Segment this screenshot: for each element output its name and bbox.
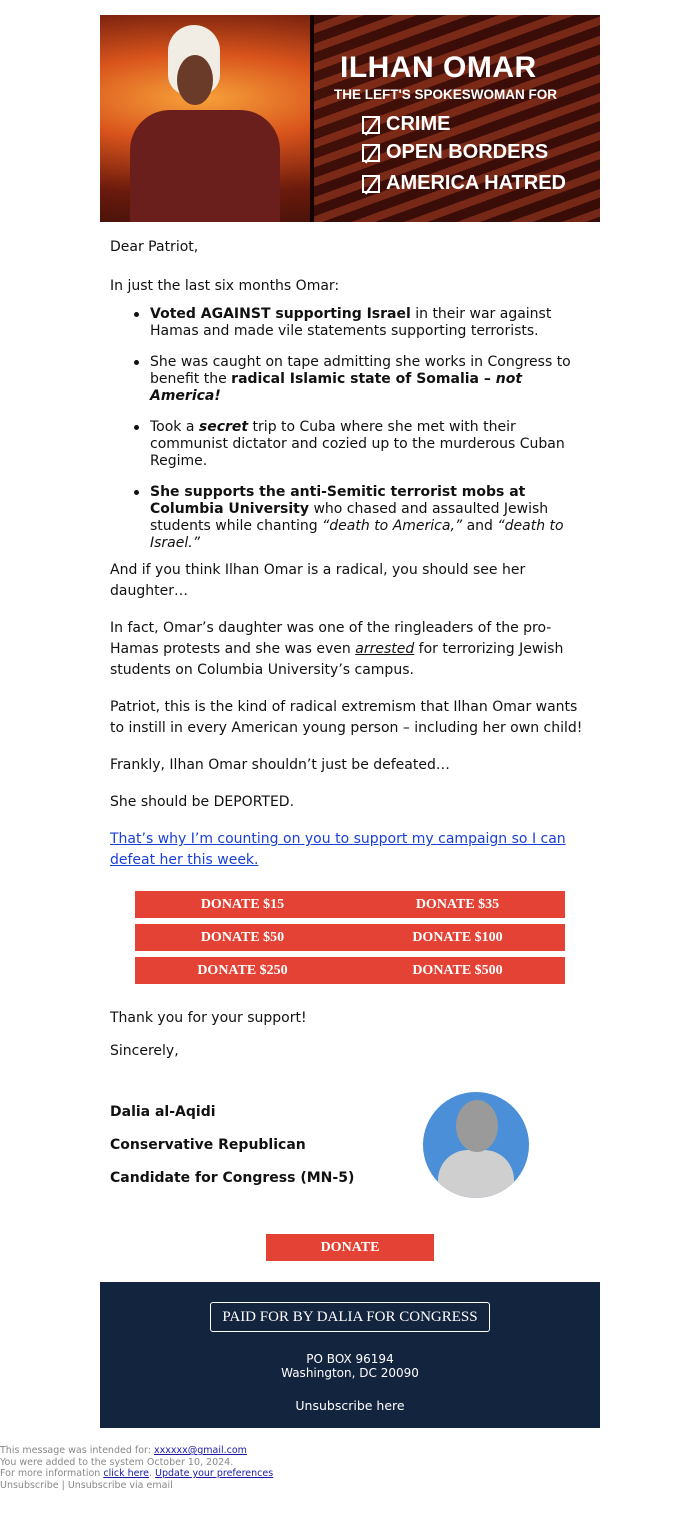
text: For more information xyxy=(0,1468,104,1479)
text: trip to Cuba where she met with their communist dictator and cozied up to the murderous Cuban Regime. xyxy=(150,419,565,469)
intro: In just the last six months Omar: xyxy=(110,278,340,294)
signature-name: Dalia al-Aqidi xyxy=(110,1104,216,1120)
bold-text: She supports the anti-Semitic terrorist mobs at Columbia University xyxy=(150,484,526,517)
italic-text: “death to Israel.” xyxy=(150,518,564,551)
text: You were added to the system October 10, 2024. xyxy=(0,1456,234,1468)
italic-text: not America! xyxy=(150,371,523,404)
text: and xyxy=(462,518,498,534)
banner-subtitle: THE LEFT'S SPOKESWOMAN FOR xyxy=(334,87,557,102)
bold-text: radical Islamic state of Somalia – xyxy=(231,371,496,387)
text: She was caught on tape admitting she works in Congress to benefit the xyxy=(150,354,571,387)
candidate-photo xyxy=(423,1092,529,1198)
unsubscribe-email-link[interactable]: Unsubscribe via email xyxy=(67,1479,173,1491)
text: This message was intended for: xyxy=(0,1445,154,1456)
address-line: PO BOX 96194 xyxy=(306,1352,394,1366)
unsubscribe-link[interactable]: Unsubscribe here xyxy=(295,1398,405,1413)
campaign-support-link[interactable]: That’s why I’m counting on you to support my campaign so I can defeat her this week. xyxy=(110,831,566,868)
update-preferences-link[interactable]: Update your preferences xyxy=(155,1468,274,1479)
list-item xyxy=(110,419,592,470)
list-item xyxy=(110,354,592,405)
address-line: Washington, DC 20090 xyxy=(281,1366,419,1380)
closing: Sincerely, xyxy=(110,1043,179,1059)
unsubscribe-link[interactable]: Unsubscribe xyxy=(0,1479,59,1491)
paid-for-disclaimer: PAID FOR BY DALIA FOR CONGRESS xyxy=(210,1302,490,1332)
italic-text: arrested xyxy=(355,641,415,657)
paragraph: She should be DEPORTED. xyxy=(110,794,295,810)
banner-item-label: AMERICA HATRED xyxy=(386,172,566,194)
checkbox-x-icon xyxy=(362,175,380,193)
paragraph xyxy=(110,618,592,681)
donate-35-button[interactable]: DONATE $35 xyxy=(415,897,500,912)
donate-100-button[interactable]: DONATE $100 xyxy=(412,930,503,945)
donate-15-button[interactable]: DONATE $15 xyxy=(200,897,285,912)
bold-text: Voted AGAINST supporting Israel xyxy=(150,306,411,322)
flag-pole xyxy=(310,15,314,222)
bullet-list xyxy=(110,306,592,566)
banner-title: ILHAN OMAR xyxy=(340,51,537,84)
list-item xyxy=(110,306,592,340)
donate-row xyxy=(135,891,565,918)
text: Took a xyxy=(150,419,199,435)
banner-item xyxy=(362,141,548,164)
text: . xyxy=(149,1468,156,1479)
checkbox-x-icon xyxy=(362,144,380,162)
donate-row xyxy=(135,957,565,984)
donate-button[interactable]: DONATE xyxy=(266,1234,434,1261)
checkbox-x-icon xyxy=(362,116,380,134)
thanks: Thank you for your support! xyxy=(110,1010,307,1026)
donate-250-button[interactable]: DONATE $250 xyxy=(197,963,288,978)
italic-text: secret xyxy=(198,419,249,435)
text: in their war against Hamas and made vile statements supporting terrorists. xyxy=(150,306,552,339)
fine-print xyxy=(0,1445,273,1491)
banner-item-label: OPEN BORDERS xyxy=(386,141,549,163)
paragraph: Frankly, Ilhan Omar shouldn’t just be defeated… xyxy=(110,757,450,773)
header-banner-image xyxy=(100,15,600,222)
text: In fact, Omar’s daughter was one of the ringleaders of the pro-Hamas protests and she was even xyxy=(110,620,552,657)
donate-500-button[interactable]: DONATE $500 xyxy=(412,963,503,978)
donate-row xyxy=(135,924,565,951)
signature-candidate: Candidate for Congress (MN-5) xyxy=(110,1170,355,1186)
footer xyxy=(100,1282,600,1428)
donate-50-button[interactable]: DONATE $50 xyxy=(200,930,285,945)
banner-item-label: CRIME xyxy=(386,113,451,135)
email-link[interactable]: xxxxxx@gmail.com xyxy=(154,1445,247,1456)
signature-title: Conservative Republican xyxy=(110,1137,306,1153)
italic-text: “death to America,” xyxy=(322,518,463,534)
paragraph: And if you think Ilhan Omar is a radical, you should see her daughter… xyxy=(110,562,526,599)
banner-item xyxy=(362,113,450,136)
banner-person xyxy=(125,25,275,222)
greeting: Dear Patriot, xyxy=(110,239,199,255)
separator: | xyxy=(58,1479,68,1491)
banner-item xyxy=(362,172,566,195)
text: for terrorizing Jewish students on Columbia University’s campus. xyxy=(110,641,564,678)
click-here-link[interactable]: click here xyxy=(103,1468,149,1479)
paragraph: Patriot, this is the kind of radical extremism that Ilhan Omar wants to instill in every American young person – including her own child! xyxy=(110,699,583,736)
text: who chased and assaulted Jewish students while chanting xyxy=(150,501,549,534)
list-item xyxy=(110,484,592,552)
